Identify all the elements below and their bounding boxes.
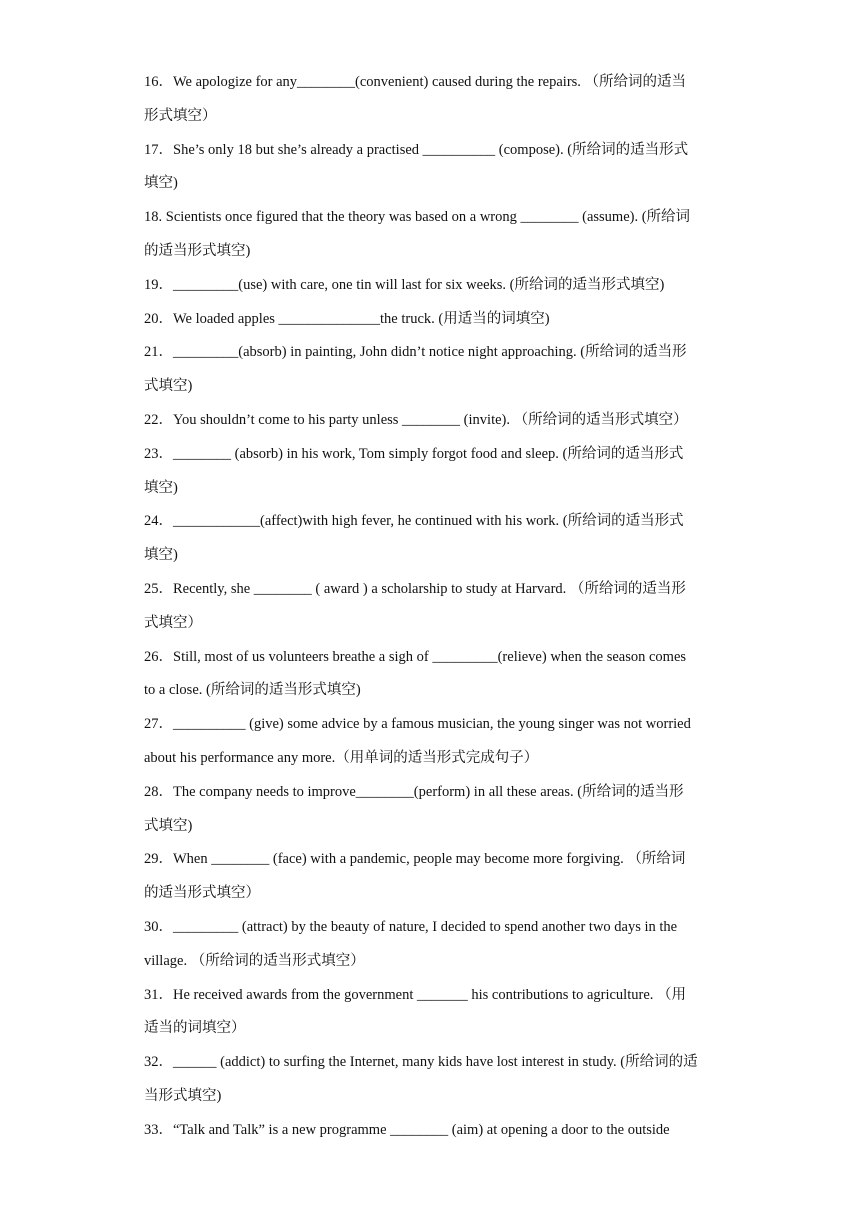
- question-18-line-1: 18. Scientists once figured that the theory was based on a wrong ________ (assume). (所给词: [144, 209, 691, 226]
- question-30-line-1: 30．_________ (attract) by the beauty of nature, I decided to spend another two days in the: [144, 918, 678, 935]
- question-17-line-1: 17．She’s only 18 but she’s already a practised __________ (compose). (所给词的适当形式: [144, 141, 689, 158]
- question-22-line-1: 22．You shouldn’t come to his party unless ________ (invite). （所给词的适当形式填空）: [144, 411, 688, 428]
- question-24-line-2: 填空): [144, 547, 178, 564]
- question-27-line-1: 27．__________ (give) some advice by a famous musician, the young singer was not worried: [144, 716, 691, 733]
- question-16-line-1: 16．We apologize for any________(convenient) caused during the repairs. （所给词的适当: [144, 74, 687, 90]
- question-21-line-2: 式填空): [144, 378, 193, 395]
- question-31-line-1: 31．He received awards from the government _______ his contributions to agriculture. （用: [144, 986, 687, 1003]
- question-23-line-1: 23．________ (absorb) in his work, Tom simply forgot food and sleep. (所给词的适当形式: [144, 445, 684, 462]
- question-32-line-2: 当形式填空): [144, 1087, 222, 1104]
- question-29-line-2: 的适当形式填空）: [144, 885, 260, 902]
- question-33-line-1: 33．“Talk and Talk” is a new programme ________ (aim) at opening a door to the outside: [144, 1121, 670, 1138]
- question-17-line-2: 填空): [144, 175, 178, 192]
- question-28-line-2: 式填空): [144, 817, 193, 834]
- question-26-line-2: to a close. (所给词的适当形式填空): [144, 682, 361, 699]
- question-19-line-1: 19．_________(use) with care, one tin will last for six weeks. (所给词的适当形式填空): [144, 276, 665, 293]
- question-18-line-2: 的适当形式填空): [144, 242, 251, 259]
- question-28-line-1: 28．The company needs to improve________(perform) in all these areas. (所给词的适当形: [144, 783, 684, 800]
- question-24-line-1: 24．____________(affect)with high fever, he continued with his work. (所给词的适当形式: [144, 513, 684, 530]
- question-21-line-1: 21．_________(absorb) in painting, John didn’t notice night approaching. (所给词的适当形: [144, 344, 687, 361]
- question-31-line-2: 适当的词填空）: [144, 1020, 246, 1037]
- question-25-line-1: 25．Recently, she ________ ( award ) a scholarship to study at Harvard. （所给词的适当形: [144, 580, 686, 597]
- question-27-line-2: about his performance any more.（用单词的适当形式完成句子）: [144, 749, 539, 766]
- question-25-line-2: 式填空）: [144, 614, 202, 631]
- question-29-line-1: 29．When ________ (face) with a pandemic, people may become more forgiving. （所给词: [144, 851, 686, 868]
- question-list: [144, 66, 718, 1148]
- question-26-line-1: 26．Still, most of us volunteers breathe a sigh of _________(relieve) when the season comes: [144, 648, 687, 665]
- question-20-line-1: 20．We loaded apples ______________the truck. (用适当的词填空): [144, 310, 550, 327]
- question-32-line-1: 32．______ (addict) to surfing the Internet, many kids have lost interest in study. (所给词的适: [144, 1054, 698, 1071]
- question-23-line-2: 填空): [144, 479, 178, 496]
- question-16-line-2: 形式填空）: [144, 107, 217, 124]
- question-30-line-2: village. （所给词的适当形式填空）: [144, 952, 365, 969]
